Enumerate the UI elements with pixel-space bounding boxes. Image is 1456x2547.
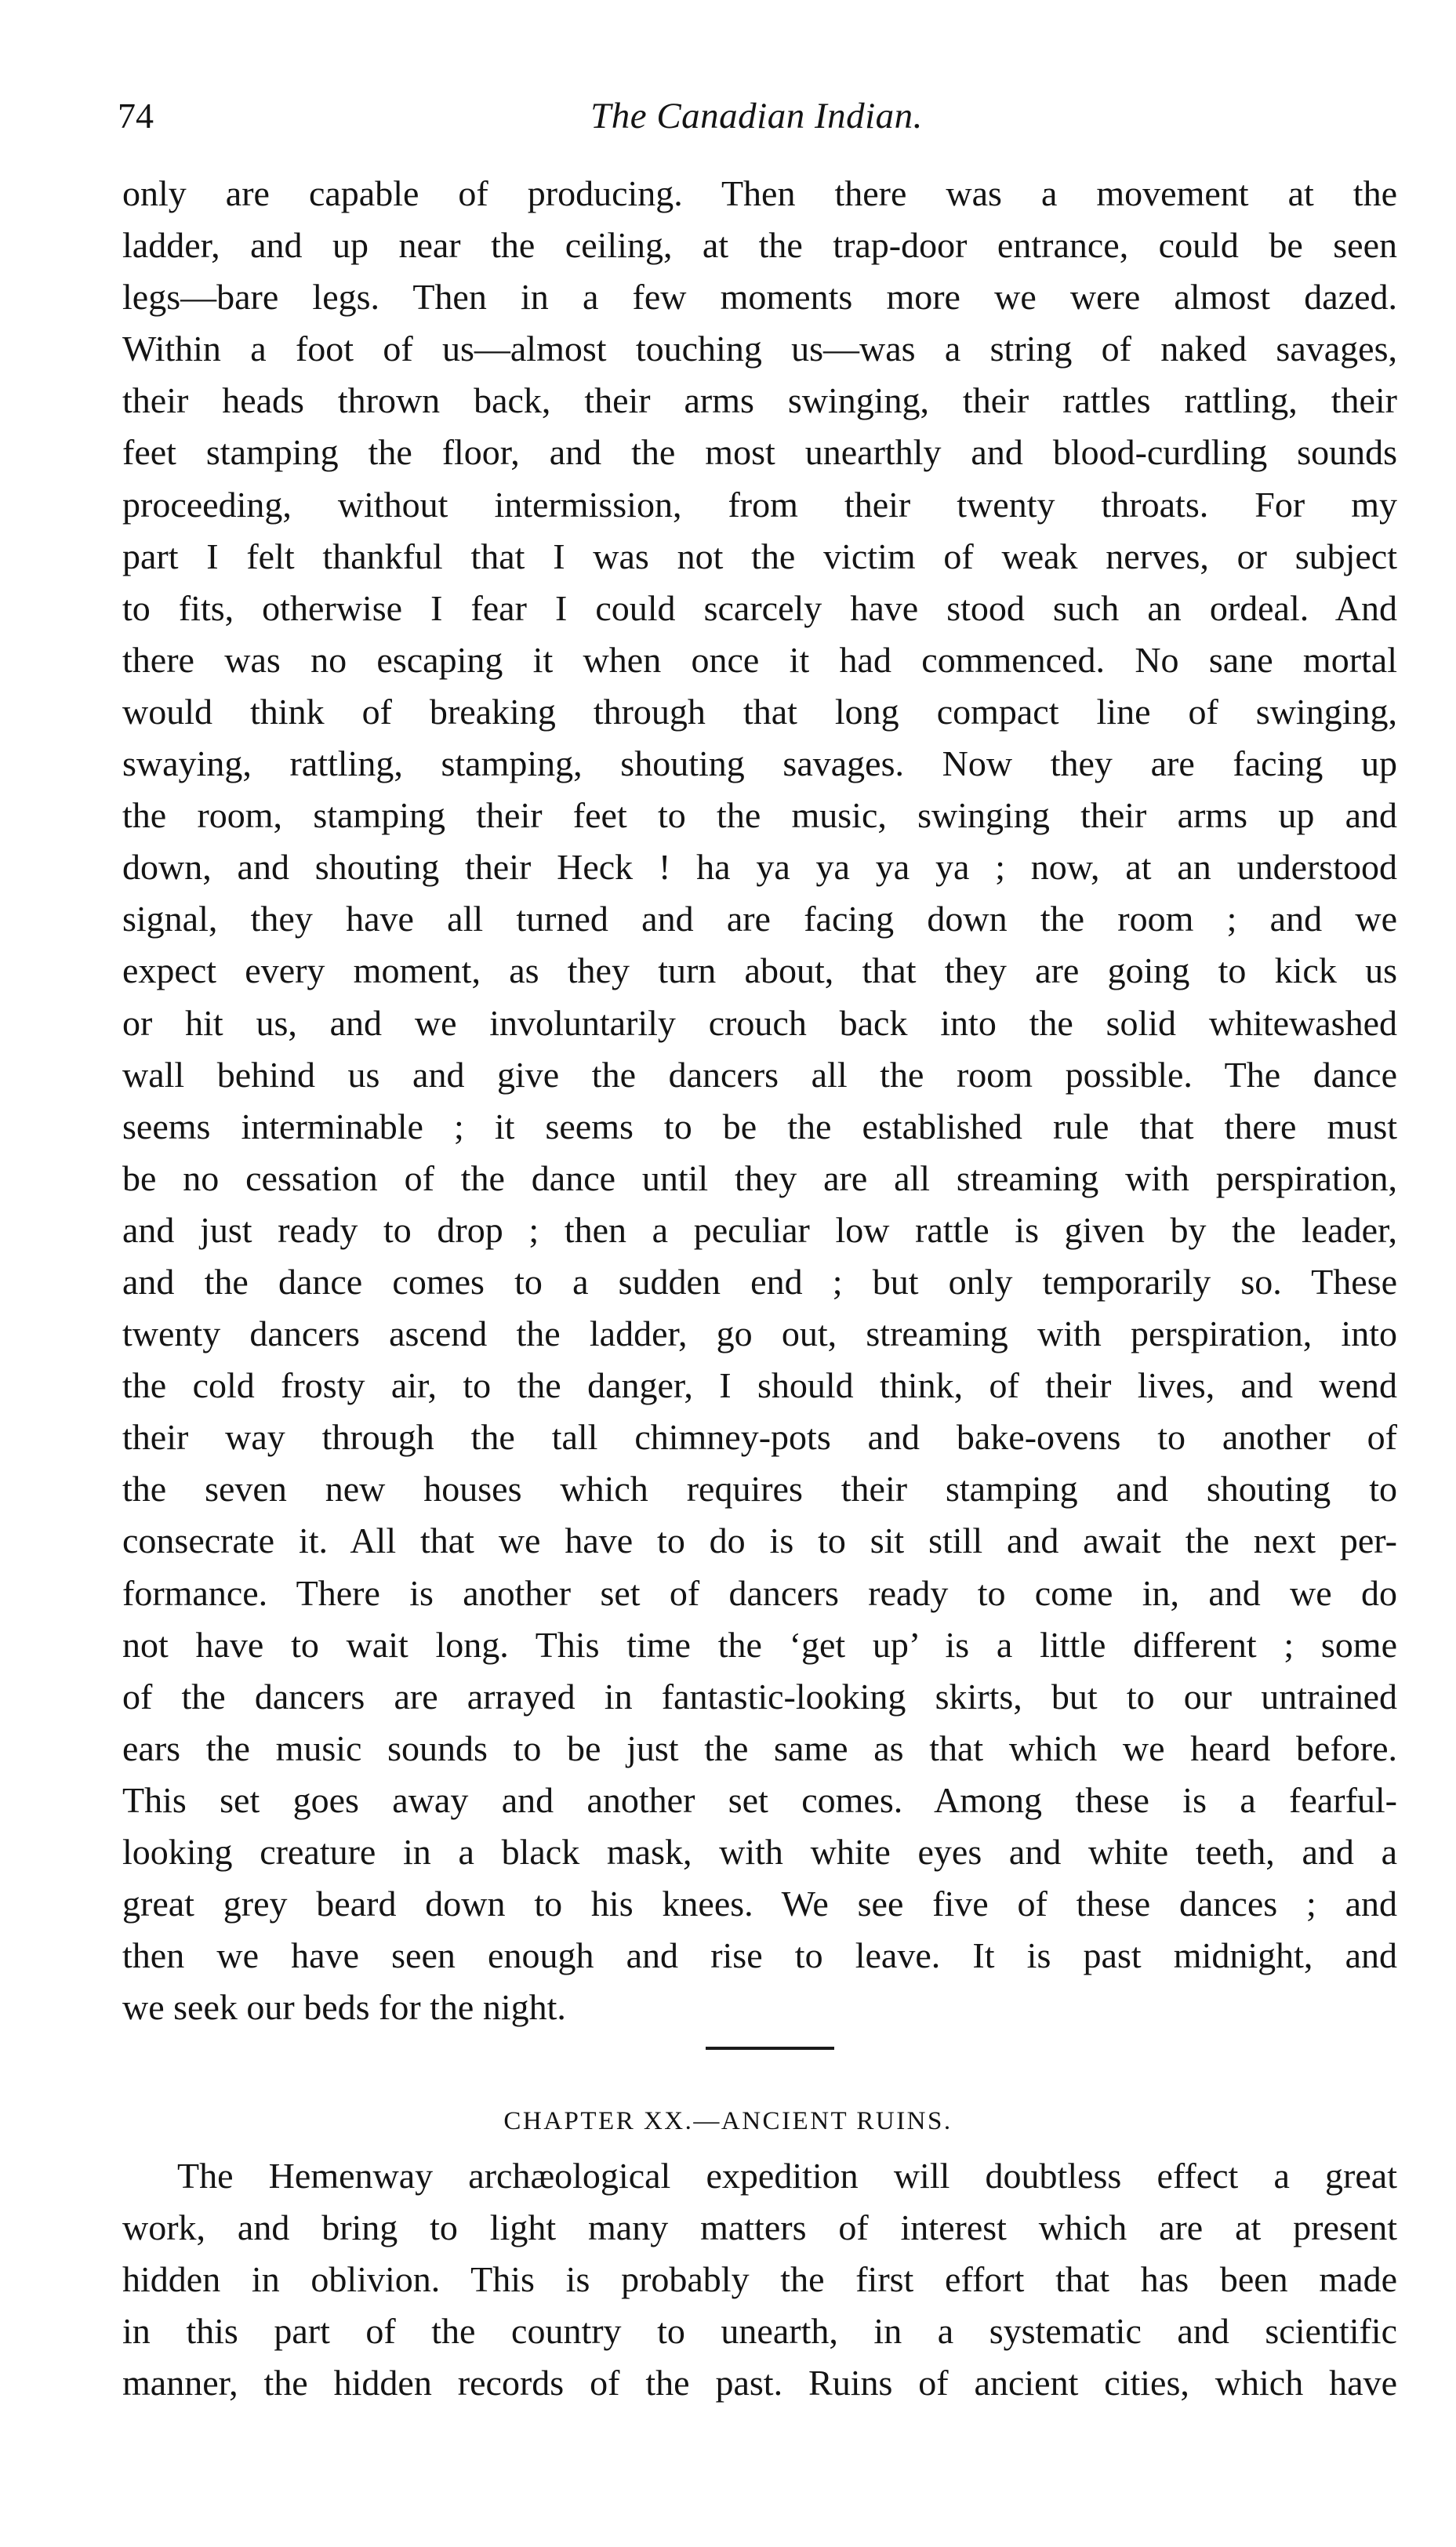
text-line: seems interminable ; it seems to be the established rule that there must — [122, 1106, 1397, 1146]
section-divider — [706, 2047, 834, 2050]
text-line: of the dancers are arrayed in fantastic-looking skirts, but to our untrained — [122, 1676, 1397, 1717]
text-line: there was no escaping it when once it had commenced. No sane mortal — [122, 639, 1397, 680]
text-line: not have to wait long. This time the ‘get up’ is a little different ; some — [122, 1624, 1397, 1665]
text-line: then we have seen enough and rise to leave. It is past midnight, and — [122, 1935, 1397, 1976]
page-number: 74 — [118, 96, 154, 136]
text-line: the room, stamping their feet to the music, swinging their arms up and — [122, 795, 1397, 836]
chapter-heading: CHAPTER XX.—ANCIENT RUINS. — [503, 2107, 953, 2135]
text-line: This set goes away and another set comes. Among these is a fearful- — [122, 1779, 1397, 1820]
text-line: the cold frosty air, to the danger, I should think, of their lives, and wend — [122, 1365, 1397, 1406]
text-line: proceeding, without intermission, from their twenty throats. For my — [122, 484, 1397, 525]
text-line: signal, they have all turned and are facing down the room ; and we — [122, 899, 1397, 939]
text-line: swaying, rattling, stamping, shouting savages. Now they are facing up — [122, 743, 1397, 784]
text-line: only are capable of producing. Then there was a movement at the — [122, 173, 1397, 213]
text-line: formance. There is another set of dancers ready to come in, and we do — [122, 1572, 1397, 1613]
text-line: hidden in oblivion. This is probably the first effort that has been made — [122, 2259, 1397, 2300]
text-line: wall behind us and give the dancers all the room possible. The dance — [122, 1054, 1397, 1095]
text-line: ladder, and up near the ceiling, at the trap-door entrance, could be seen — [122, 225, 1397, 266]
text-line: or hit us, and we involuntarily crouch back into the solid whitewashed — [122, 1002, 1397, 1043]
text-line: we seek our beds for the night. — [122, 1987, 566, 2028]
text-line: their heads thrown back, their arms swinging, their rattles rattling, their — [122, 380, 1397, 421]
page-header — [118, 93, 1396, 140]
text-line: part I felt thankful that I was not the victim of weak nerves, or subject — [122, 536, 1397, 576]
running-title: The Canadian Indian. — [590, 96, 923, 136]
main-text — [122, 168, 1397, 2033]
text-line: the seven new houses which requires their stamping and shouting to — [122, 1469, 1397, 1510]
text-line: feet stamping the floor, and the most unearthly and blood-curdling sounds — [122, 432, 1397, 473]
text-line: would think of breaking through that long compact line of swinging, — [122, 691, 1397, 732]
chapter-text — [122, 2150, 1397, 2409]
text-line: down, and shouting their Heck ! ha ya ya ya ya ; now, at an understood — [122, 847, 1397, 888]
text-line: be no cessation of the dance until they are all streaming with perspiration, — [122, 1157, 1397, 1198]
text-line: ears the music sounds to be just the same as that which we heard before. — [122, 1728, 1397, 1768]
text-line: and just ready to drop ; then a peculiar low rattle is given by the leader, — [122, 1209, 1397, 1250]
text-line: great grey beard down to his knees. We see five of these dances ; and — [122, 1884, 1397, 1924]
text-line: and the dance comes to a sudden end ; but only temporarily so. These — [122, 1261, 1397, 1302]
text-line: manner, the hidden records of the past. Ruins of ancient cities, which have — [122, 2363, 1397, 2403]
text-line: The Hemenway archæological expedition will doubtless effect a great — [177, 2156, 1397, 2196]
text-line: in this part of the country to unearth, in a systematic and scientific — [122, 2311, 1397, 2352]
text-line: legs—bare legs. Then in a few moments more we were almost dazed. — [122, 277, 1397, 318]
text-line: their way through the tall chimney-pots and bake-ovens to another of — [122, 1417, 1397, 1458]
text-line: twenty dancers ascend the ladder, go out, streaming with perspiration, into — [122, 1313, 1397, 1354]
text-line: looking creature in a black mask, with white eyes and white teeth, and a — [122, 1832, 1397, 1872]
text-line: Within a foot of us—almost touching us—was a string of naked savages, — [122, 329, 1397, 369]
text-line: work, and bring to light many matters of interest which are at present — [122, 2207, 1397, 2248]
text-line: consecrate it. All that we have to do is to sit still and await the next per- — [122, 1521, 1397, 1561]
text-line: expect every moment, as they turn about, that they are going to kick us — [122, 950, 1397, 991]
text-line: to fits, otherwise I fear I could scarcely have stood such an ordeal. And — [122, 587, 1397, 628]
